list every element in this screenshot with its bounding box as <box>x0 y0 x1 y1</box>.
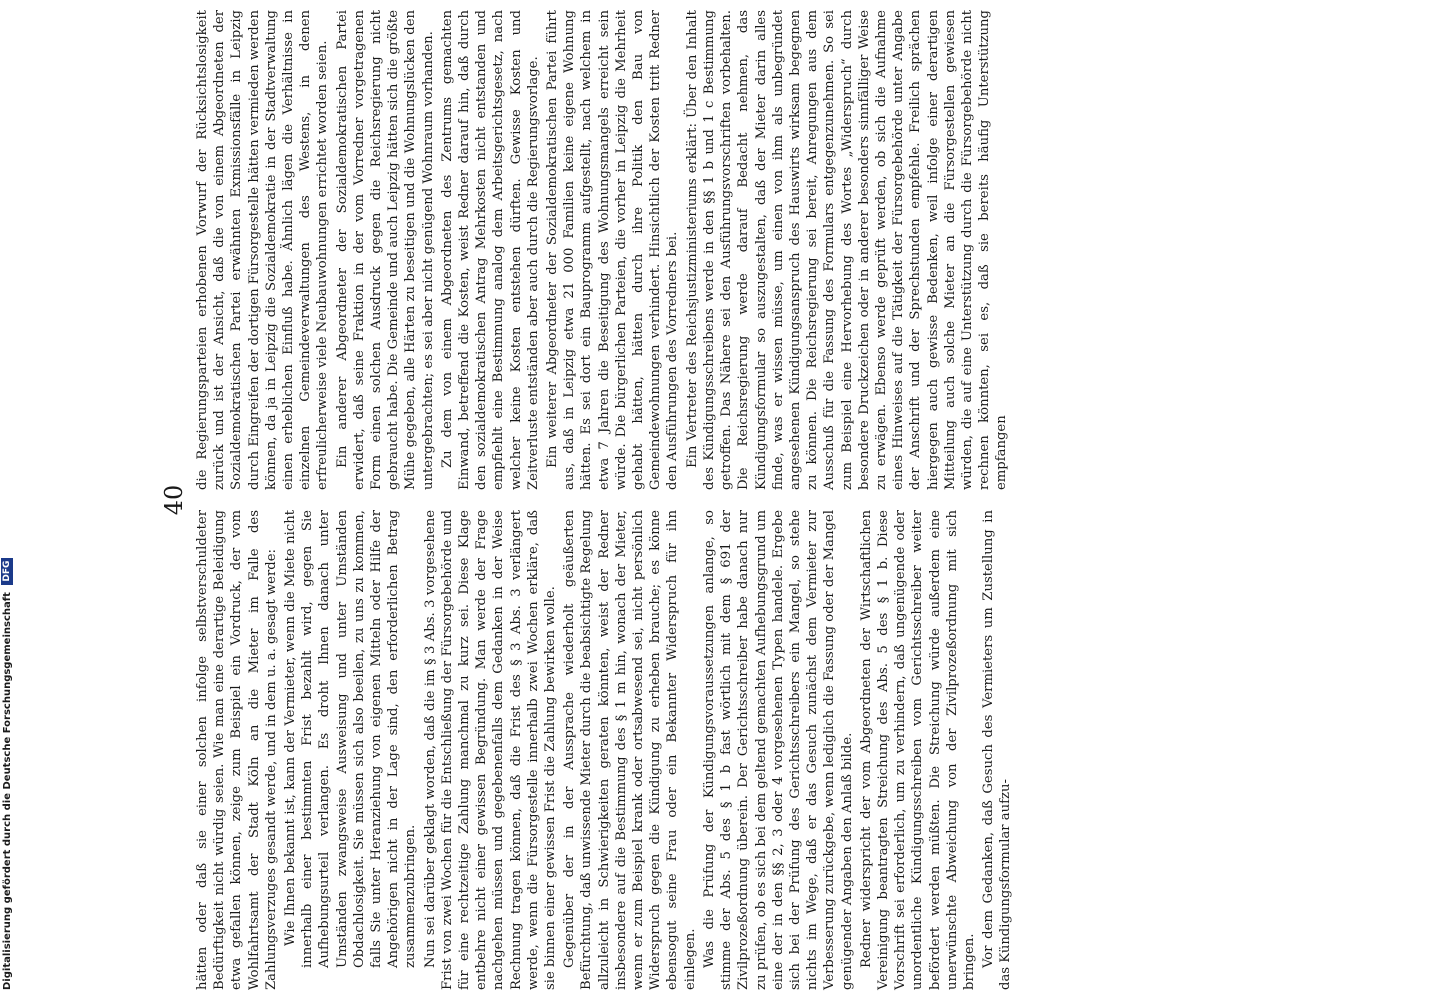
paragraph: die Regierungsparteien erhobenen Vorwurf der Rücksichtslosigkeit zurück und ist der Ansicht, daß die von einem Abgeordneten der Sozialdemokratischen Partei erwähnten Exmissionsfälle in Leipzig durch Eingreifen der dortigen Fürsorgestelle hätten vermieden werden können, da ja in Leipzig die Sozialdemokratie in der Stadtverwaltung einen erheblichen Einfluß habe. Ähnlich lägen die Verhältnisse in einzelnen Gemeindeverwaltungen des Westens, in denen erfreulicherweise viele Neubauwohnungen errichtet worden seien. <box>195 10 331 490</box>
paragraph: Ein Vertreter des Reichsjustizministeriums erklärt: Über den Inhalt des Kündigungsschreibens werde in den §§ 1 b und 1 c Bestimmung getroffen. Das Nähere sei den Ausführungsvorschriften vorbehalten. Die Reichsregierung werde darauf Bedacht nehmen, das Kündigungsformular so auszugestalten, daß der Mieter darin alles finde, was er wissen müsse, um einen von ihm als unbegründet angesehenen Kündigungsanspruch des Hauswirts wirksam begegnen zu können. Die Reichsregierung sei bereit, Anregungen aus dem Ausschuß für die Fassung des Formulars entgegenzunehmen. So sei zum Beispiel eine Hervorhebung des Wortes „Widerspruch“ durch besondere Druckzeichen oder in anderer besonders sinnfälliger Weise zu erwägen. Ebenso werde geprüft werden, ob sich die Aufnahme eines Hinweises auf die Tätigkeit der Fürsorgebehörde unter Angabe der Anschrift und der Sprechstunden empfehle. Freilich sprächen hiergegen auch gewisse Bedenken, weil infolge einer derartigen Mitteilung auch solche Mieter an die Fürsorgestellen gewiesen würden, die auf eine Unterstützung durch die Fürsorgebehörde nicht rechnen könnten, sei es, daß sie bereits häufig Unterstützung empfangen <box>684 10 1010 490</box>
paragraph: Zu dem von einem Abgeordneten des Zentrums gemachten Einwand, betreffend die Kosten, weist Redner darauf hin, daß durch den sozialdemokratischen Antrag Mehrkosten nicht entstanden und empfiehlt eine Bestimmung analog dem Arbeitsgerichtsgesetz, nach welcher keine Kosten entstehen dürften. Gewisse Kosten und Zeitverluste entständen aber auch durch die Regierungsvorlage. <box>439 10 541 490</box>
digitization-credit <box>0 0 16 1000</box>
paragraph: hätten oder daß sie einer solchen infolge selbstverschuldeter Bedürftigkeit nicht würdig seien. Wie man eine derartige Beleidigung etwa gefallen können, zeige zum Beispiel ein Vordruck, der vom Wohlfahrtsamt der Stadt Köln an die Mieter im Falle des Zahlungsverzuges gesandt werde, und in dem u. a. gesagt werde: <box>195 510 279 990</box>
dfg-logo: DFG <box>1 558 13 585</box>
column-left <box>194 510 1017 990</box>
paragraph: Vor dem Gedanken, daß Gesuch des Vermieters um Zustellung in das Kündigungsformular aufzu- <box>981 510 1014 990</box>
paragraph: Nun sei darüber geklagt worden, daß die im § 3 Abs. 3 vorgesehene Frist von zwei Wochen für die Entschließung der Fürsorgebehörde und für eine rechtzeitige Zahlung manchmal zu kurz sei. Diese Klage entbehre nicht einer gewissen Begründung. Man werde der Frage nachgehen müssen und gegebenenfalls dem Gedanken in der Weise Rechnung tragen können, daß die Frist des § 3 Abs. 3 verlängert werde, wenn die Fürsorgestelle innerhalb zwei Wochen erkläre, daß sie binnen einer gewissen Frist die Zahlung bewirken wolle. <box>422 510 559 990</box>
paragraph: Ein anderer Abgeordneter der Sozialdemokratischen Partei erwidert, daß seine Fraktion in der vom Vorredner vorgetragenen Form einen solchen Ausdruck gegen die Reichsregierung nicht gebraucht habe. Die Gemeinde und auch Leipzig hätten sich die größte Mühe gegeben, alle Härten zu beseitigen und die Wohnungslücken den untergebrachten; es sei aber nicht genügend Wohnraum vorhanden. <box>334 10 436 490</box>
paragraph: Redner widerspricht der vom Abgeordneten der Wirtschaftlichen Vereinigung beantragten Streichung des Abs. 5 des § 1 b. Diese Vorschrift sei erforderlich, um zu verhindern, daß ungenügende oder unordentliche Kündigungsschreiben vom Gerichtsschreiber weiter befördert werden müßten. Die Streichung würde außerdem eine unerwünschte Abweichung von der Zivilprozeßordnung mit sich bringen. <box>858 510 977 990</box>
footer-bar <box>0 0 16 1000</box>
quoted-paragraph: Wie Ihnen bekannt ist, kann der Vermieter, wenn die Miete nicht innerhalb einer bestimmten Frist bezahlt wird, gegen Sie Aufhebungsurteil verlangen. Es droht Ihnen danach unter Umständen zwangsweise Ausweisung und unter Umständen Obdachlosigkeit. Sie müssen sich also beeilen, zu uns zu kommen, falls Sie unter Heranziehung von eigenen Mitteln oder Hilfe der Angehörigen nicht in der Lage sind, den erforderlichen Betrag zusammenzubringen. <box>283 510 419 968</box>
column-right <box>194 10 1013 490</box>
credit-text: Digitalisierung gefördert durch die Deutsche Forschungsgemeinschaft <box>2 592 13 990</box>
paragraph: Was die Prüfung der Kündigungsvoraussetzungen anlange, so stimme der Abs. 5 des § 1 b fast wörtlich mit dem § 691 der Zivilprozeßordnung überein. Der Gerichtsschreiber habe danach nur zu prüfen, ob es sich bei dem geltend gemachten Aufhebungsgrund um eine der in den §§ 2, 3 oder 4 vorgesehenen Typen handele. Ergebe sich bei der Prüfung des Gerichtsschreibers ein Mangel, so stehe nichts im Wege, daß er das Gesuch zunächst dem Vermieter zur Verbesserung zurückgebe, wenn lediglich die Fassung oder der Mangel genügender Angaben den Anlaß bilde. <box>701 510 855 990</box>
paragraph: Gegenüber der in der Aussprache wiederholt geäußerten Befürchtung, daß unwissende Mieter durch die beabsichtigte Regelung allzuleicht in Schwierigkeiten geraten könnten, weist der Redner insbesondere auf die Bestimmung des § 1 m hin, wonach der Mieter, wenn er zum Beispiel krank oder ortsabwesend sei, nicht persönlich Widerspruch gegen die Kündigung zu erheben brauche; es könne ebensogut seine Frau oder ein Bekannter Widerspruch für ihn einlegen. <box>562 510 698 990</box>
page-number: 40 <box>160 484 188 516</box>
rotated-document-page <box>160 0 1320 1000</box>
paragraph: Ein weiterer Abgeordneter der Sozialdemokratischen Partei führt aus, daß in Leipzig etwa 21 000 Familien keine eigene Wohnung hätten. Es sei dort ein Bauprogramm aufgestellt, nach welchem in etwa 7 Jahren die Beseitigung des Wohnungsmangels erreicht sein würde. Die bürgerlichen Parteien, die vorher in Leipzig die Mehrheit gehabt hätten, hätten durch ihre Politik den Bau von Gemeindewohnungen verhindert. Hinsichtlich der Kosten tritt Redner den Ausführungen des Vorredners bei. <box>545 10 681 490</box>
